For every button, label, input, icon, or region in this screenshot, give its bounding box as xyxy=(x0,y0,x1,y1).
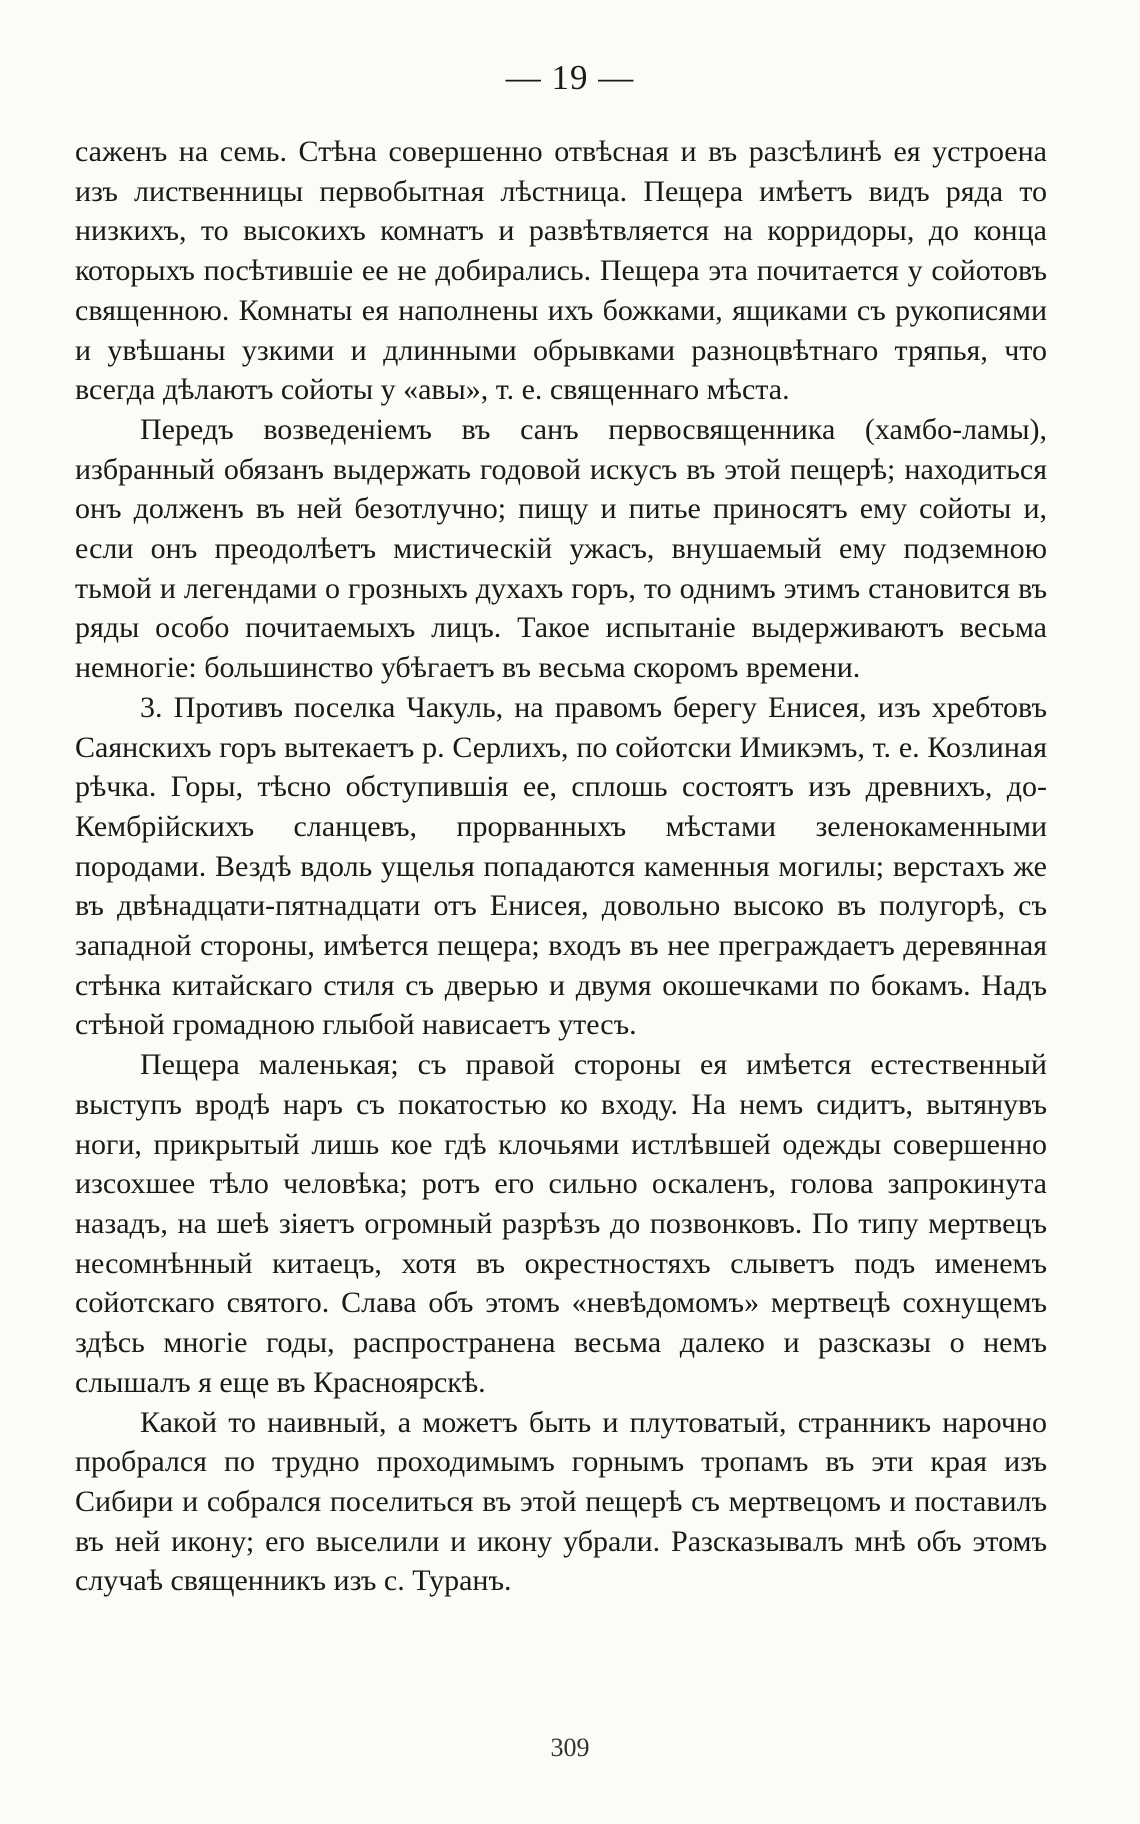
paragraph: Передъ возведеніемъ въ санъ первосвященника (хамбо-ламы), избранный обязанъ выдержать годовой искусъ въ этой пещерѣ; находиться онъ долженъ въ ней безотлучно; пищу и питье приносятъ ему сойоты и, если онъ преодолѣетъ мистическій ужасъ, внушаемый ему подземною тьмой и легендами о грозныхъ духахъ горъ, то однимъ этимъ становится въ ряды особо почитаемыхъ лицъ. Такое испытаніе выдерживаютъ весьма немногіе: большинство убѣгаетъ въ весьма скоромъ времени. xyxy=(75,412,1047,685)
paragraph: саженъ на семь. Стѣна совершенно отвѣсная и въ разсѣлинѣ ея устроена изъ лиственницы первобытная лѣстница. Пещера имѣетъ видъ ряда то низкихъ, то высокихъ комнатъ и развѣтвляется на корридоры, до конца которыхъ посѣтившіе ее не добирались. Пещера эта почитается у сойотовъ священною. Комнаты ея наполнены ихъ божками, ящиками съ рукописями и увѣшаны узкими и длинными обрывками разноцвѣтнаго тряпья, что всегда дѣлаютъ сойоты у «авы», т. е. священнаго мѣста. xyxy=(75,135,1047,407)
paragraph: 3. Противъ поселка Чакуль, на правомъ берегу Енисея, изъ хребтовъ Саянскихъ горъ вытекаетъ р. Серлихъ, по сойотски Имикэмъ, т. е. Козлиная рѣчка. Горы, тѣсно обступившія ее, сплошь состоятъ изъ древнихъ, до-Кембрійскихъ сланцевъ, прорванныхъ мѣстами зеленокаменными породами. Вездѣ вдоль ущелья попадаются каменныя могилы; верстахъ же въ двѣнадцати-пятнадцати отъ Енисея, довольно высоко въ полугорѣ, съ западной стороны, имѣется пещера; входъ въ нее преграждаетъ деревянная стѣнка китайскаго стиля съ дверью и двумя окошечками по бокамъ. Надъ стѣной громадною глыбой нависаетъ утесъ. xyxy=(75,690,1047,1042)
folio-number: 309 xyxy=(550,1733,590,1762)
body-text xyxy=(75,132,1047,1601)
page-number: — 19 — xyxy=(505,58,635,97)
paragraph: Пещера маленькая; съ правой стороны ея имѣется естественный выступъ вродѣ наръ съ покатостью ко входу. На немъ сидитъ, вытянувъ ноги, прикрытый лишь кое гдѣ клочьями истлѣвшей одежды совершенно изсохшее тѣло человѣка; ротъ его сильно оскаленъ, голова запрокинута назадъ, на шеѣ зіяетъ огромный разрѣзъ до позвонковъ. По типу мертвецъ несомнѣнный китаецъ, хотя въ окрестностяхъ слыветъ подъ именемъ сойотскаго святого. Слава объ этомъ «невѣдомомъ» мертвецѣ сохнущемъ здѣсь многіе годы, распространена весьма далеко и разсказы о немъ слышалъ я еще въ Красноярскѣ. xyxy=(75,1048,1047,1399)
paragraph: Какой то наивный, а можетъ быть и плутоватый, странникъ нарочно пробрался по трудно проходимымъ горнымъ тропамъ въ эти края изъ Сибири и собрался поселиться въ этой пещерѣ съ мертвецомъ и поставилъ въ ней икону; его выселили и икону убрали. Разсказывалъ мнѣ объ этомъ случаѣ священникъ изъ с. Туранъ. xyxy=(75,1405,1047,1598)
